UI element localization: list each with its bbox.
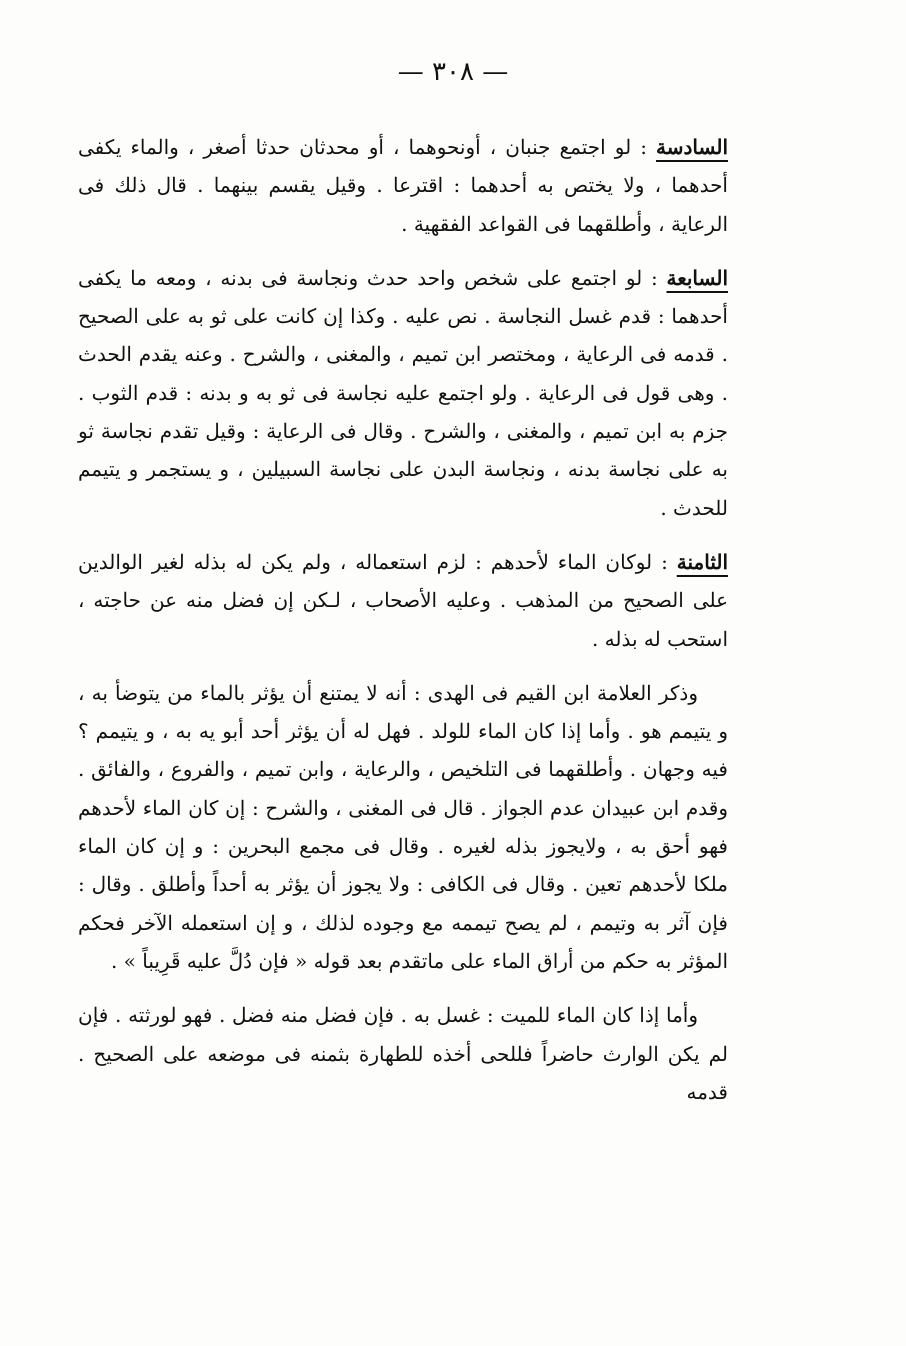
paragraph-ibn-qayyim	[78, 674, 728, 980]
text-body	[78, 128, 728, 1127]
paragraph-lead: الثامنة	[676, 549, 728, 574]
page-number: — ٣٠٨ —	[397, 57, 509, 87]
paragraph-seventh	[78, 259, 728, 527]
paragraph-deceased	[78, 996, 728, 1111]
paragraph-eighth	[78, 543, 728, 658]
paragraph-lead: السادسة	[656, 135, 729, 159]
paragraph-sixth	[78, 128, 728, 243]
paragraph-lead: السابعة	[666, 265, 729, 290]
paragraph-text: : لو اجتمع على شخص واحد حدث ونجاسة فى بدنه ، ومعه ما يكفى أحدهما : قدم غسل النجاسة . نص عليه . وكذا إن كانت على ثو به على الصحيح . قدمه فى الرعاية ، ومختصر ابن تميم ، والمغنى ، والشرح . وعنه يقدم الحدث . وهى قول فى الرعاية . ولو اجتمع عليه نجاسة فى ثو به و بدنه : قدم الثوب . جزم به ابن تميم ، والمغنى ، والشرح . وقال فى الرعاية : وقيل تقدم نجاسة ثو به على نجاسة بدنه ، ونجاسة البدن على نجاسة السبيلين ، و يستجمر و يتيمم للحدث .	[78, 265, 728, 520]
paragraph-text: وأما إذا كان الماء للميت : غسل به . فإن فضل منه فضل . فهو لورثته . فإن لم يكن الوارث حاضراً فللحى أخذه للطهارة بثمنه فى موضعه على الصحيح . قدمه	[78, 1003, 728, 1104]
paragraph-text: : لوكان الماء لأحدهم : لزم استعماله ، ولم يكن له بذله لغير الوالدين على الصحيح من المذهب . وعليه الأصحاب ، لـكن إن فضل منه عن حاجته ، استحب له بذله .	[78, 549, 728, 651]
paragraph-text: : لو اجتمع جنبان ، أونحوهما ، أو محدثان حدثا أصغر ، والماء يكفى أحدهما ، ولا يختص به أحدهما : اقترعا . وقيل يقسم بينهما . قال ذلك فى الرعاية ، وأطلقهما فى القواعد الفقهية .	[78, 135, 728, 236]
paragraph-text: وذكر العلامة ابن القيم فى الهدى : أنه لا يمتنع أن يؤثر بالماء من يتوضأ به ، و يتيمم هو . وأما إذا كان الماء للولد . فهل له أن يؤثر أحد أبو يه به ، و يتيمم ؟ فيه وجهان . وأطلقهما فى التلخيص ، والرعاية ، وابن تميم ، والفروع ، والفائق . وقدم ابن عبيدان عدم الجواز . قال فى المغنى ، والشرح : إن كان الماء لأحدهم فهو أحق به ، ولايجوز بذله لغيره . وقال فى مجمع البحرين : و إن كان الماء ملكا لأحدهم تعين . وقال فى الكافى : ولا يجوز أن يؤثر به أحداً وأطلق . وقال : فإن آثر به وتيمم ، لم يصح تيممه مع وجوده لذلك ، و إن استعمله الآخر فحكم المؤثر به حكم من أراق الماء على ماتقدم بعد قوله « فإن دُلَّ عليه قَرِيباً » .	[78, 680, 729, 973]
